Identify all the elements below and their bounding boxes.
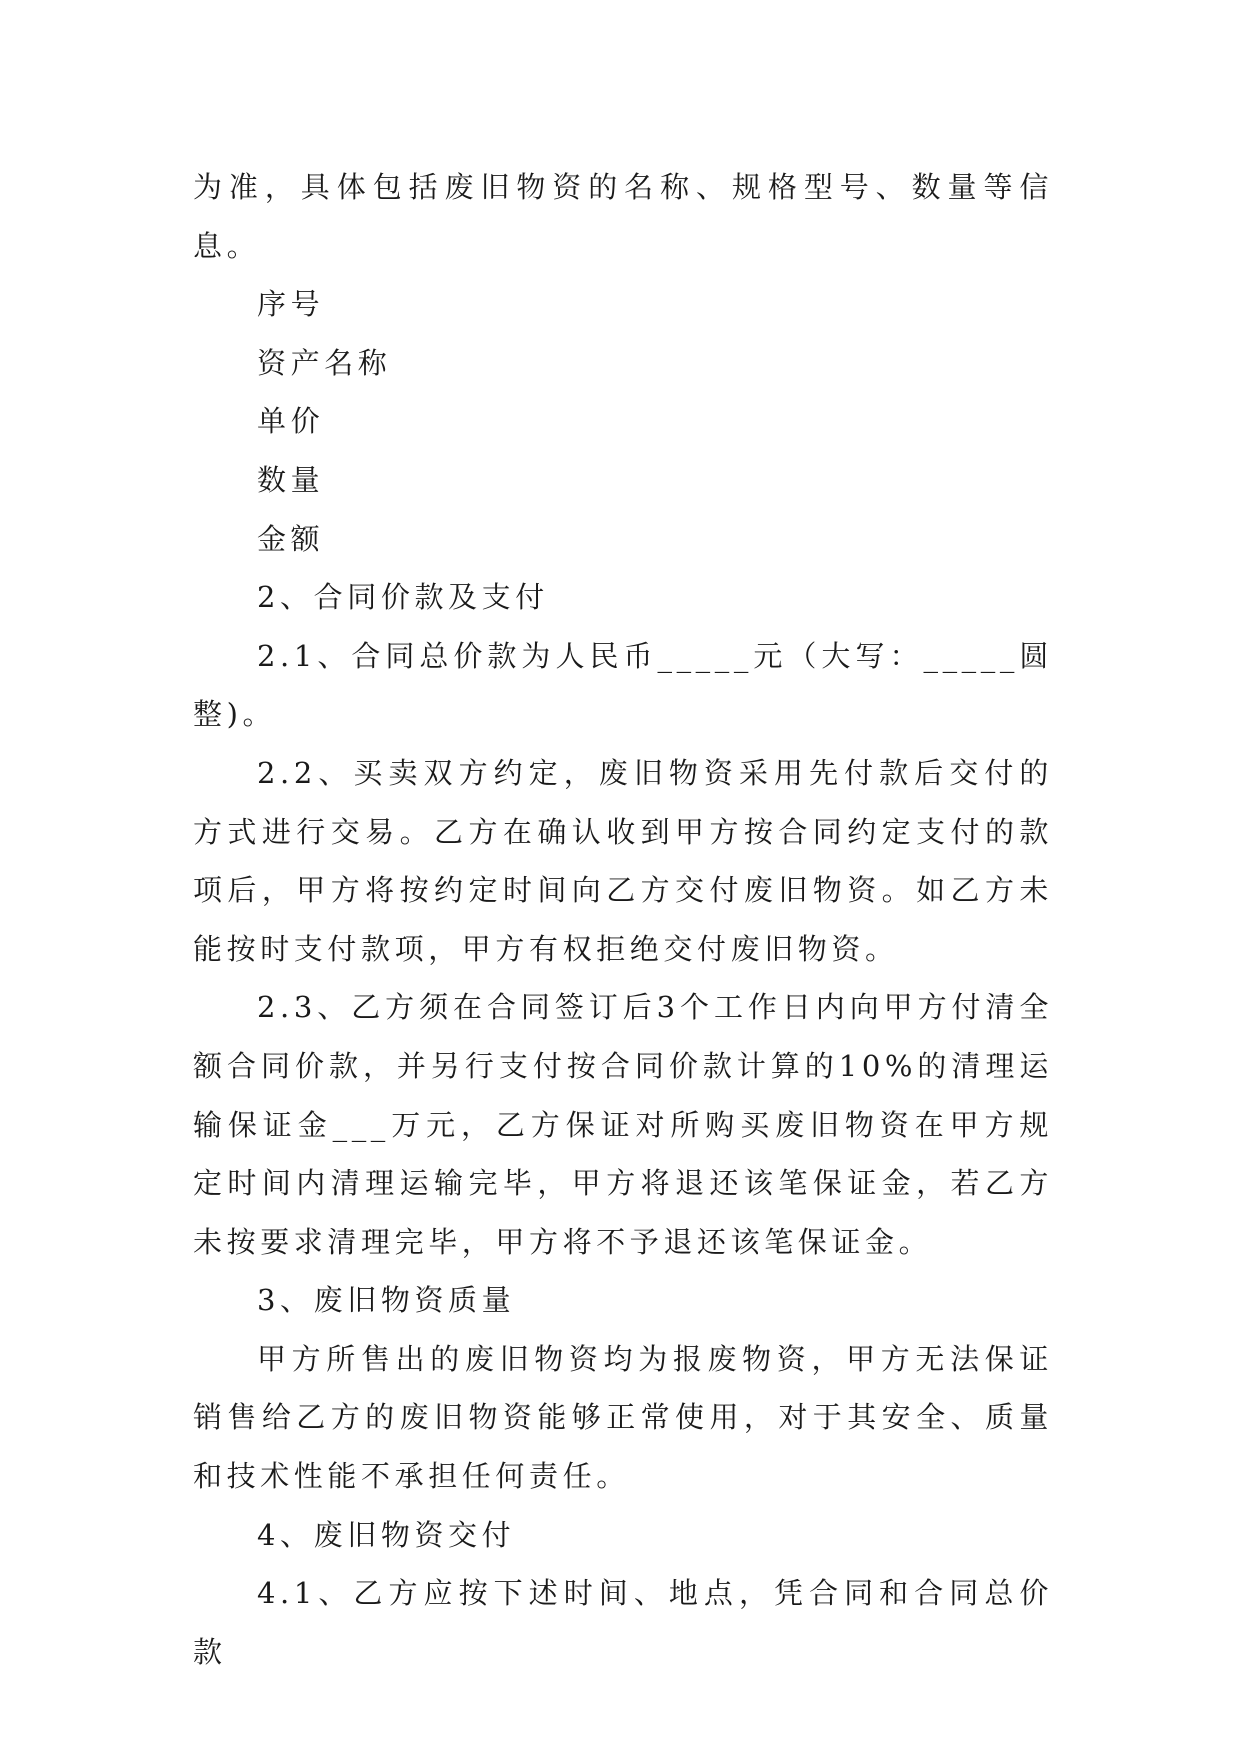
table-header-quantity: 数量 xyxy=(257,462,325,497)
clause-4-1: 4.1、乙方应按下述时间、地点，凭合同和合同总价款 xyxy=(193,1576,1053,1669)
document-body xyxy=(193,158,1053,1681)
table-header-unit-price: 单价 xyxy=(257,404,325,439)
table-header-serial-number: 序号 xyxy=(257,287,325,322)
section-heading-price-and-payment: 2、合同价款及支付 xyxy=(257,580,549,615)
section-heading-quality: 3、废旧物资质量 xyxy=(257,1283,516,1318)
clause-quality-body: 甲方所售出的废旧物资均为报废物资，甲方无法保证销售给乙方的废旧物资能够正常使用，对于其安全、质量和技术性能不承担任何责任。 xyxy=(193,1341,1053,1494)
clause-2-1: 2.1、合同总价款为人民币_____元（大写：_____圆整)。 xyxy=(193,638,1053,732)
clause-2-2: 2.2、买卖双方约定，废旧物资采用先付款后交付的方式进行交易。乙方在确认收到甲方按合同约定支付的款项后，甲方将按约定时间向乙方交付废旧物资。如乙方未能按时支付款项，甲方有权拒绝交付废旧物资。 xyxy=(193,755,1053,966)
table-header-asset-name: 资产名称 xyxy=(257,345,392,380)
clause-2-3: 2.3、乙方须在合同签订后3个工作日内向甲方付清全额合同价款，并另行支付按合同价款计算的10%的清理运输保证金___万元，乙方保证对所购买废旧物资在甲方规定时间内清理运输完毕，甲方将退还该笔保证金，若乙方未按要求清理完毕，甲方将不予退还该笔保证金。 xyxy=(193,990,1053,1259)
section-heading-delivery: 4、废旧物资交付 xyxy=(257,1517,516,1552)
paragraph-intro-continuation: 为准，具体包括废旧物资的名称、规格型号、数量等信息。 xyxy=(193,170,1053,263)
table-header-amount: 金额 xyxy=(257,521,325,556)
